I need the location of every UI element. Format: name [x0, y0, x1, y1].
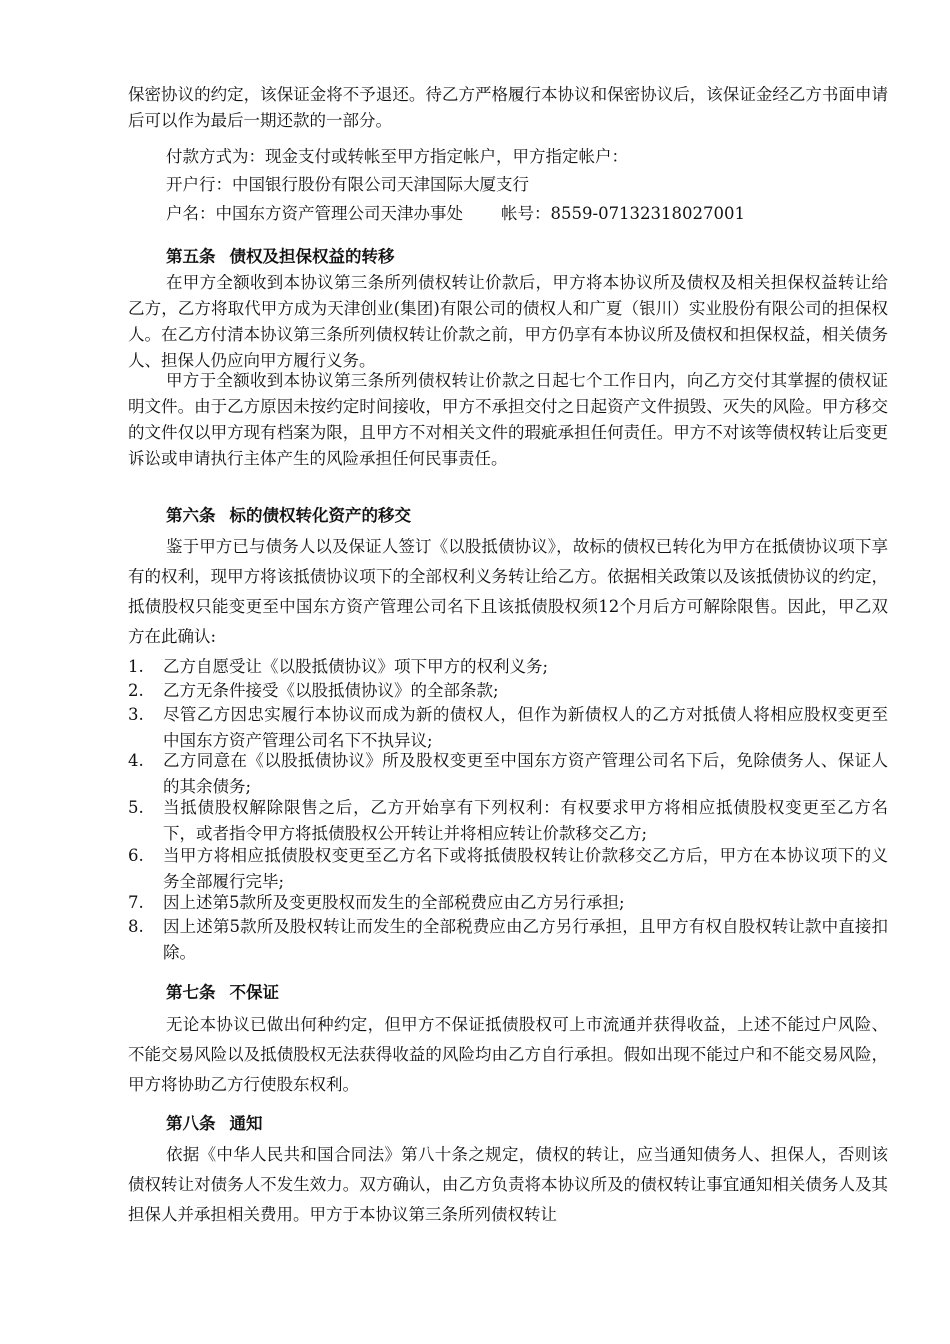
article-6-paragraph-1: 鉴于甲方已与债务人以及保证人签订《以股抵债协议》，故标的债权已转化为甲方在抵债协议项下享有的权利，现甲方将该抵债协议项下的全部权利义务转让给乙方。依据相关政策以及该抵债协议的约定，抵债股权只能变更至中国东方资产管理公司名下且该抵债股权须12个月后方可解除限售。因此，甲乙双方在此确认: [128, 537, 888, 646]
list-item [128, 843, 888, 895]
article-5-heading [166, 244, 395, 270]
list-item-number: 7. [128, 893, 144, 912]
account-line [166, 201, 745, 227]
article-5-paragraph-2: 甲方于全额收到本协议第三条所列债权转让价款之日起七个工作日内，向乙方交付其掌握的债权证明文件。由于乙方原因未按约定时间接收，甲方不承担交付之日起资产文件损毁、灭失的风险。甲方移交的文件仅以甲方现有档案为限，且甲方不对相关文件的瑕疵承担任何责任。甲方不对该等债权转让后变更诉讼或申请执行主体产生的风险承担任何民事责任。 [128, 371, 888, 468]
list-item [128, 890, 888, 916]
article-8-number: 第八条 [166, 1114, 216, 1133]
account-number: 帐号：8559-07132318027001 [501, 204, 746, 223]
article-7-title: 不保证 [229, 983, 279, 1002]
article-5-paragraph-1: 在甲方全额收到本协议第三条所列债权转让价款后，甲方将本协议所及债权及相关担保权益转让给乙方，乙方将取代甲方成为天津创业(集团)有限公司的债权人和广夏（银川）实业股份有限公司的担保权人。在乙方付清本协议第三条所列债权转让价款之前，甲方仍享有本协议所及债权和担保权益，相关债务人、担保人仍应向甲方履行义务。 [128, 273, 888, 370]
list-item-number: 2. [128, 681, 144, 700]
article-8-heading [166, 1111, 263, 1137]
account-name: 户名：中国东方资产管理公司天津办事处 [166, 204, 463, 223]
list-item [128, 678, 888, 704]
list-item-number: 1. [128, 657, 144, 676]
list-item-text: 当甲方将相应抵债股权变更至乙方名下或将抵债股权转让价款移交乙方后，甲方在本协议项下的义务全部履行完毕; [163, 846, 888, 891]
list-item-number: 5. [128, 798, 144, 817]
article-5-number: 第五条 [166, 247, 216, 266]
list-item-number: 6. [128, 846, 144, 865]
list-item-text: 当抵债股权解除限售之后，乙方开始享有下列权利：有权要求甲方将相应抵债股权变更至乙方名下，或者指令甲方将抵债股权公开转让并将相应转让价款移交乙方; [163, 798, 888, 843]
list-item [128, 654, 888, 680]
list-item-text: 尽管乙方因忠实履行本协议而成为新的债权人，但作为新债权人的乙方对抵债人将相应股权变更至中国东方资产管理公司名下不执异议; [163, 705, 888, 750]
article-6-title: 标的债权转化资产的移交 [229, 506, 411, 525]
article-7-paragraph-1: 无论本协议已做出何种约定，但甲方不保证抵债股权可上市流通并获得收益，上述不能过户风险、不能交易风险以及抵债股权无法获得收益的风险均由乙方自行承担。假如出现不能过户和不能交易风险，甲方将协助乙方行使股东权利。 [128, 1015, 888, 1094]
article-8-paragraph-1: 依据《中华人民共和国合同法》第八十条之规定，债权的转让，应当通知债务人、担保人，否则该债权转让对债务人不发生效力。双方确认，由乙方负责将本协议所及的债权转让事宜通知相关债务人及其担保人并承担相关费用。甲方于本协议第三条所列债权转让 [128, 1145, 888, 1224]
list-item-number: 4. [128, 751, 144, 770]
list-item-text: 因上述第5款所及股权转让而发生的全部税费应由乙方另行承担，且甲方有权自股权转让款中直接扣除。 [163, 917, 888, 962]
article-7-number: 第七条 [166, 983, 216, 1002]
list-item [128, 702, 888, 754]
list-item-text: 乙方同意在《以股抵债协议》所及股权变更至中国东方资产管理公司名下后，免除债务人、保证人的其余债务; [163, 751, 888, 796]
list-item-text: 乙方自愿受让《以股抵债协议》项下甲方的权利义务; [163, 657, 549, 676]
list-item [128, 748, 888, 800]
article-6-heading [166, 503, 411, 529]
list-item [128, 795, 888, 847]
list-item-text: 乙方无条件接受《以股抵债协议》的全部条款; [163, 681, 499, 700]
list-item-number: 8. [128, 917, 144, 936]
article-7-heading [166, 980, 279, 1006]
intro-paragraph: 保密协议的约定，该保证金将不予退还。待乙方严格履行本协议和保密协议后，该保证金经乙方书面申请后可以作为最后一期还款的一部分。 [128, 85, 888, 130]
article-8-title: 通知 [229, 1114, 263, 1133]
article-6-number: 第六条 [166, 506, 216, 525]
payment-method-line: 付款方式为：现金支付或转帐至甲方指定帐户，甲方指定帐户： [166, 147, 628, 166]
list-item-number: 3. [128, 705, 144, 724]
list-item [128, 914, 888, 966]
article-5-title: 债权及担保权益的转移 [229, 247, 395, 266]
list-item-text: 因上述第5款所及变更股权而发生的全部税费应由乙方另行承担; [163, 893, 625, 912]
bank-line: 开户行：中国银行股份有限公司天津国际大厦支行 [166, 175, 529, 194]
